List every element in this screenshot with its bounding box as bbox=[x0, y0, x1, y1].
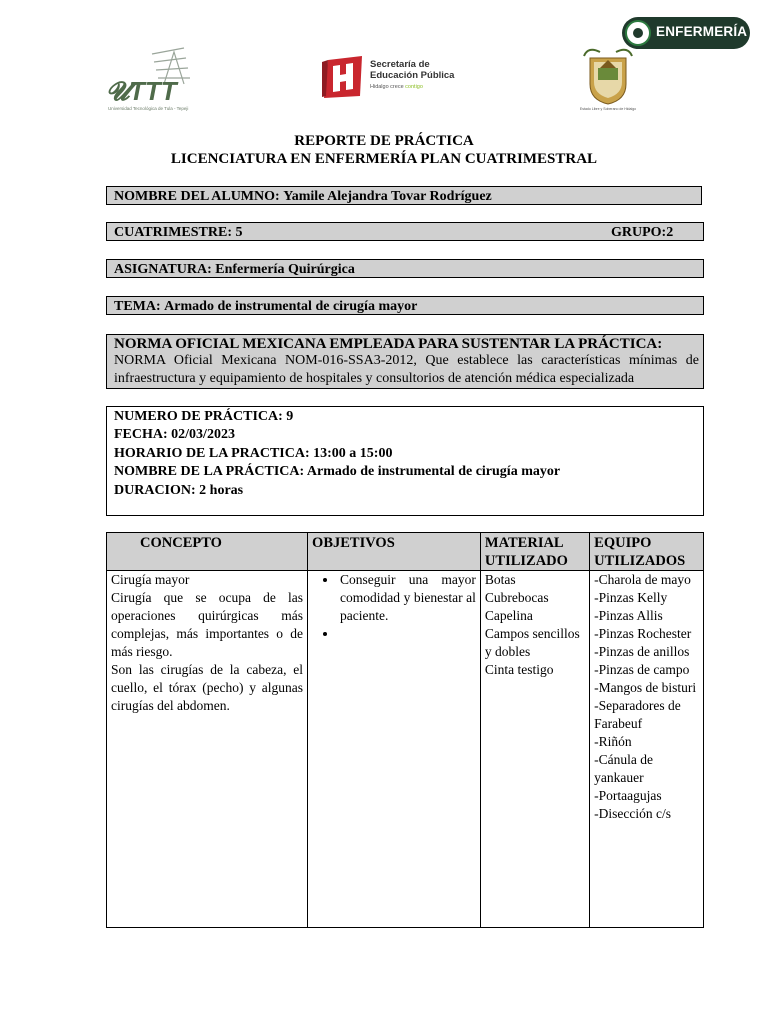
header-concepto: CONCEPTO bbox=[107, 533, 308, 571]
group-label: GRUPO: bbox=[611, 225, 667, 240]
objetivo-item bbox=[338, 625, 476, 643]
student-value: Yamile Alejandra Tovar Rodríguez bbox=[283, 189, 492, 204]
material-item: Campos sencillos y dobles bbox=[484, 626, 580, 659]
sep-logo bbox=[322, 56, 462, 102]
concepto-cell bbox=[107, 571, 308, 928]
objetivo-item: • Conseguir una mayor comodidad y bienestar al paciente. bbox=[338, 571, 476, 625]
subject-row bbox=[106, 259, 704, 278]
equipo-item: -Portaagujas bbox=[594, 788, 662, 803]
practice-number: NUMERO DE PRÁCTICA: 9 bbox=[114, 409, 294, 424]
equipo-item: -Disección c/s bbox=[594, 806, 672, 821]
term-row bbox=[106, 222, 704, 241]
norma-heading: NORMA OFICIAL MEXICANA EMPLEADA PARA SUSTENTAR LA PRÁCTICA: bbox=[114, 336, 663, 352]
header-objetivos: OBJETIVOS bbox=[308, 533, 481, 571]
practice-schedule: HORARIO DE LA PRACTICA: 13:00 a 15:00 bbox=[114, 445, 393, 461]
uttt-wordmark: 𝓤TTT bbox=[106, 76, 177, 106]
equipo-item: -Charola de mayo bbox=[594, 572, 691, 587]
sep-slogan: Hidalgo crece contigo bbox=[370, 84, 423, 90]
equipo-item: -Mangos de bisturi bbox=[594, 680, 697, 695]
subject-label: ASIGNATURA: bbox=[114, 262, 212, 277]
uttt-logo bbox=[104, 44, 200, 114]
material-item: Cinta testigo bbox=[484, 662, 554, 677]
material-item: Cubrebocas bbox=[484, 590, 549, 605]
material-item: Botas bbox=[484, 572, 516, 587]
program-title: LICENCIATURA EN ENFERMERÍA PLAN CUATRIMESTRAL bbox=[170, 151, 598, 167]
practice-name: NOMBRE DE LA PRÁCTICA: Armado de instrumental de cirugía mayor bbox=[114, 464, 561, 480]
student-label: NOMBRE DEL ALUMNO: bbox=[114, 189, 280, 204]
concepto-title: Cirugía mayor bbox=[111, 572, 190, 587]
practice-duration: DURACION: 2 horas bbox=[114, 482, 244, 498]
norma-body: NORMA Oficial Mexicana NOM-016-SSA3-2012, Que establece las características mínimas de infraestructura y equipamiento de hospitales y consultorios de atención médica especializada bbox=[114, 353, 699, 386]
subject-value: Enfermería Quirúrgica bbox=[215, 262, 355, 277]
hidalgo-shield-logo bbox=[580, 44, 636, 114]
report-title: REPORTE DE PRÁCTICA bbox=[294, 133, 474, 149]
nursing-emblem-icon bbox=[625, 20, 651, 46]
equipo-cell bbox=[590, 571, 704, 928]
equipo-item: -Pinzas de anillos bbox=[594, 644, 690, 659]
objetivos-cell bbox=[308, 571, 481, 928]
practice-table bbox=[106, 532, 704, 928]
topic-label: TEMA: bbox=[114, 299, 161, 314]
equipo-item: -Pinzas Kelly bbox=[594, 590, 668, 605]
term-value: 5 bbox=[235, 225, 243, 240]
equipo-item: -Riñón bbox=[594, 734, 632, 749]
header-material: MATERIAL UTILIZADO bbox=[480, 533, 589, 571]
practice-date: FECHA: 02/03/2023 bbox=[114, 427, 235, 443]
svg-text:Estado Libre y Soberano de Hid: Estado Libre y Soberano de Hidalgo bbox=[580, 107, 636, 111]
equipo-item: -Separadores de Farabeuf bbox=[594, 698, 681, 731]
student-name-row bbox=[106, 186, 702, 205]
norma-box bbox=[106, 334, 704, 389]
group-value: 2 bbox=[666, 225, 674, 240]
material-item: Capelina bbox=[484, 608, 533, 623]
topic-value: Armado de instrumental de cirugía mayor bbox=[164, 299, 418, 314]
enfermeria-logo: ENFERMERÍA bbox=[622, 17, 750, 49]
equipo-item: -Pinzas Rochester bbox=[594, 626, 692, 641]
equipo-item: -Pinzas Allis bbox=[594, 608, 663, 623]
sep-title: Secretaría de Educación Pública bbox=[370, 59, 455, 81]
header-equipo: EQUIPO UTILIZADOS bbox=[590, 533, 704, 571]
term-label: CUATRIMESTRE: bbox=[114, 225, 232, 240]
svg-text:Universidad Tecnológica de Tul: Universidad Tecnológica de Tula - Tepeji bbox=[108, 106, 189, 111]
concepto-paragraph: Son las cirugías de la cabeza, el cuello, el tórax (pecho) y algunas cirugías del abdomen. bbox=[111, 662, 304, 713]
practice-info-box bbox=[106, 406, 704, 516]
sep-h-icon bbox=[322, 56, 362, 98]
equipo-item: -Cánula de yankauer bbox=[594, 752, 654, 785]
topic-row bbox=[106, 296, 704, 315]
material-cell bbox=[480, 571, 589, 928]
concepto-paragraph: Cirugía que se ocupa de las operaciones quirúrgicas más complejas, más importantes o de más riesgo. bbox=[111, 590, 304, 659]
equipo-item: -Pinzas de campo bbox=[594, 662, 690, 677]
